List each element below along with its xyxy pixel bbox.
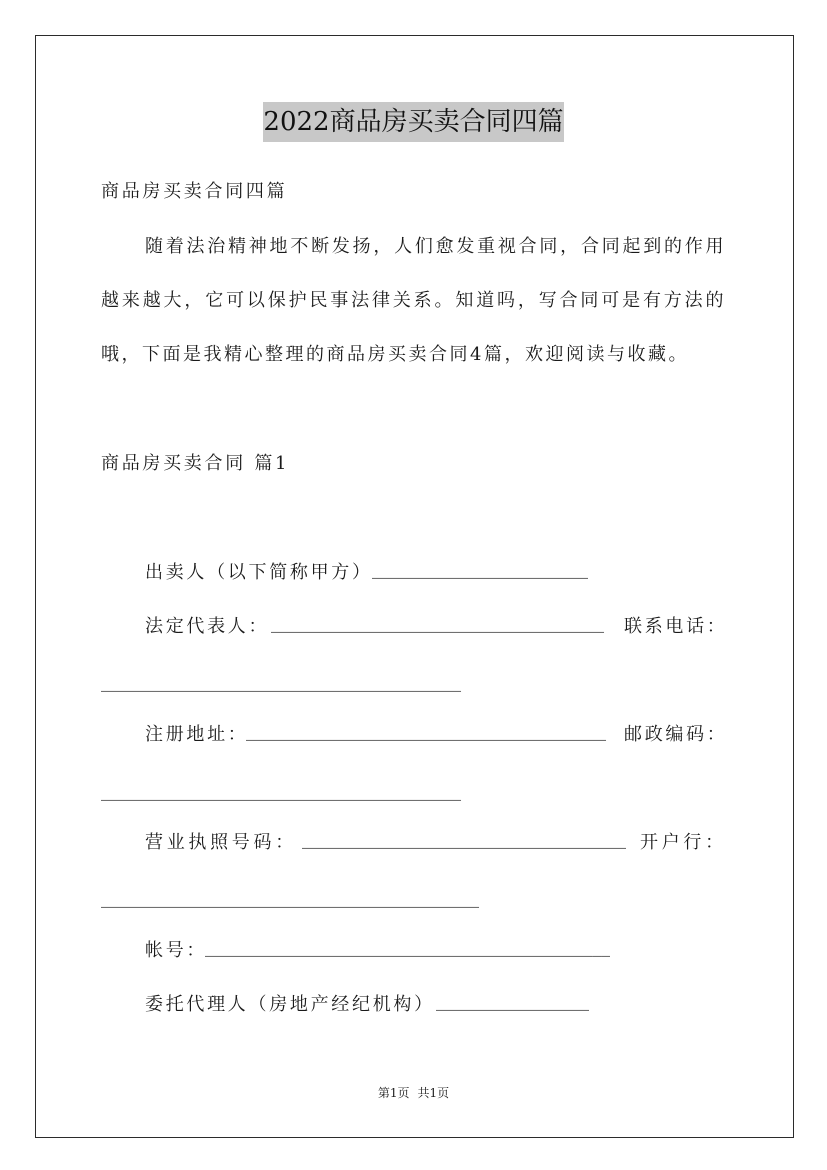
bank-blank: __________________________________________ [101,894,480,911]
business-license-blank: ____________________________________ [302,835,626,852]
agent-field-row [0,990,827,1020]
bank-field-row [0,887,827,917]
page-footer [0,1083,827,1103]
business-license-label: 营业执照号码： [145,832,297,853]
agent-blank: _________________ [436,997,589,1014]
intro-paragraph-line-1: 随着法治精神地不断发扬，人们愈发重视合同，合同起到的作用 [145,236,725,257]
legal-rep-label: 法定代表人： [145,616,270,637]
document-title: 2022商品房买卖合同四篇 [263,102,563,142]
page-total: 共1页 [417,1086,450,1100]
legal-rep-blank: _____________________________________ [271,619,605,636]
page-number: 第1页 [377,1086,410,1100]
bank-label: 开户行： [640,832,727,853]
postal-code-label: 邮政编码： [624,724,728,745]
contact-phone-label: 联系电话： [624,616,728,637]
postal-code-field-row [0,780,827,810]
business-license-field-row [0,828,827,858]
title-row [0,102,827,142]
intro-paragraph-line-2: 越来越大，它可以保护民事法律关系。知道吗，写合同可是有方法的 [101,290,725,311]
postal-code-blank: ________________________________________ [101,787,462,804]
seller-label: 出卖人（以下简称甲方） [145,562,373,583]
document-subtitle: 商品房买卖合同四篇 [101,181,288,202]
intro-paragraph-line-3: 哦，下面是我精心整理的商品房买卖合同4篇，欢迎阅读与收藏。 [101,344,689,365]
contact-phone-blank: ________________________________________ [101,678,462,695]
registered-address-label: 注册地址： [145,724,249,745]
agent-label: 委托代理人（房地产经纪机构） [145,994,435,1015]
section-heading: 商品房买卖合同 篇1 [101,453,290,474]
account-blank: _____________________________________________ [205,943,610,960]
contact-phone-field-row [0,671,827,701]
account-label: 帐号： [145,940,208,961]
registered-address-field-row [0,720,827,750]
account-field-row [0,936,827,966]
legal-rep-field-row [0,612,827,642]
seller-field-row [0,558,827,588]
seller-blank: ________________________ [372,565,588,582]
registered-address-blank: ________________________________________ [246,727,607,744]
